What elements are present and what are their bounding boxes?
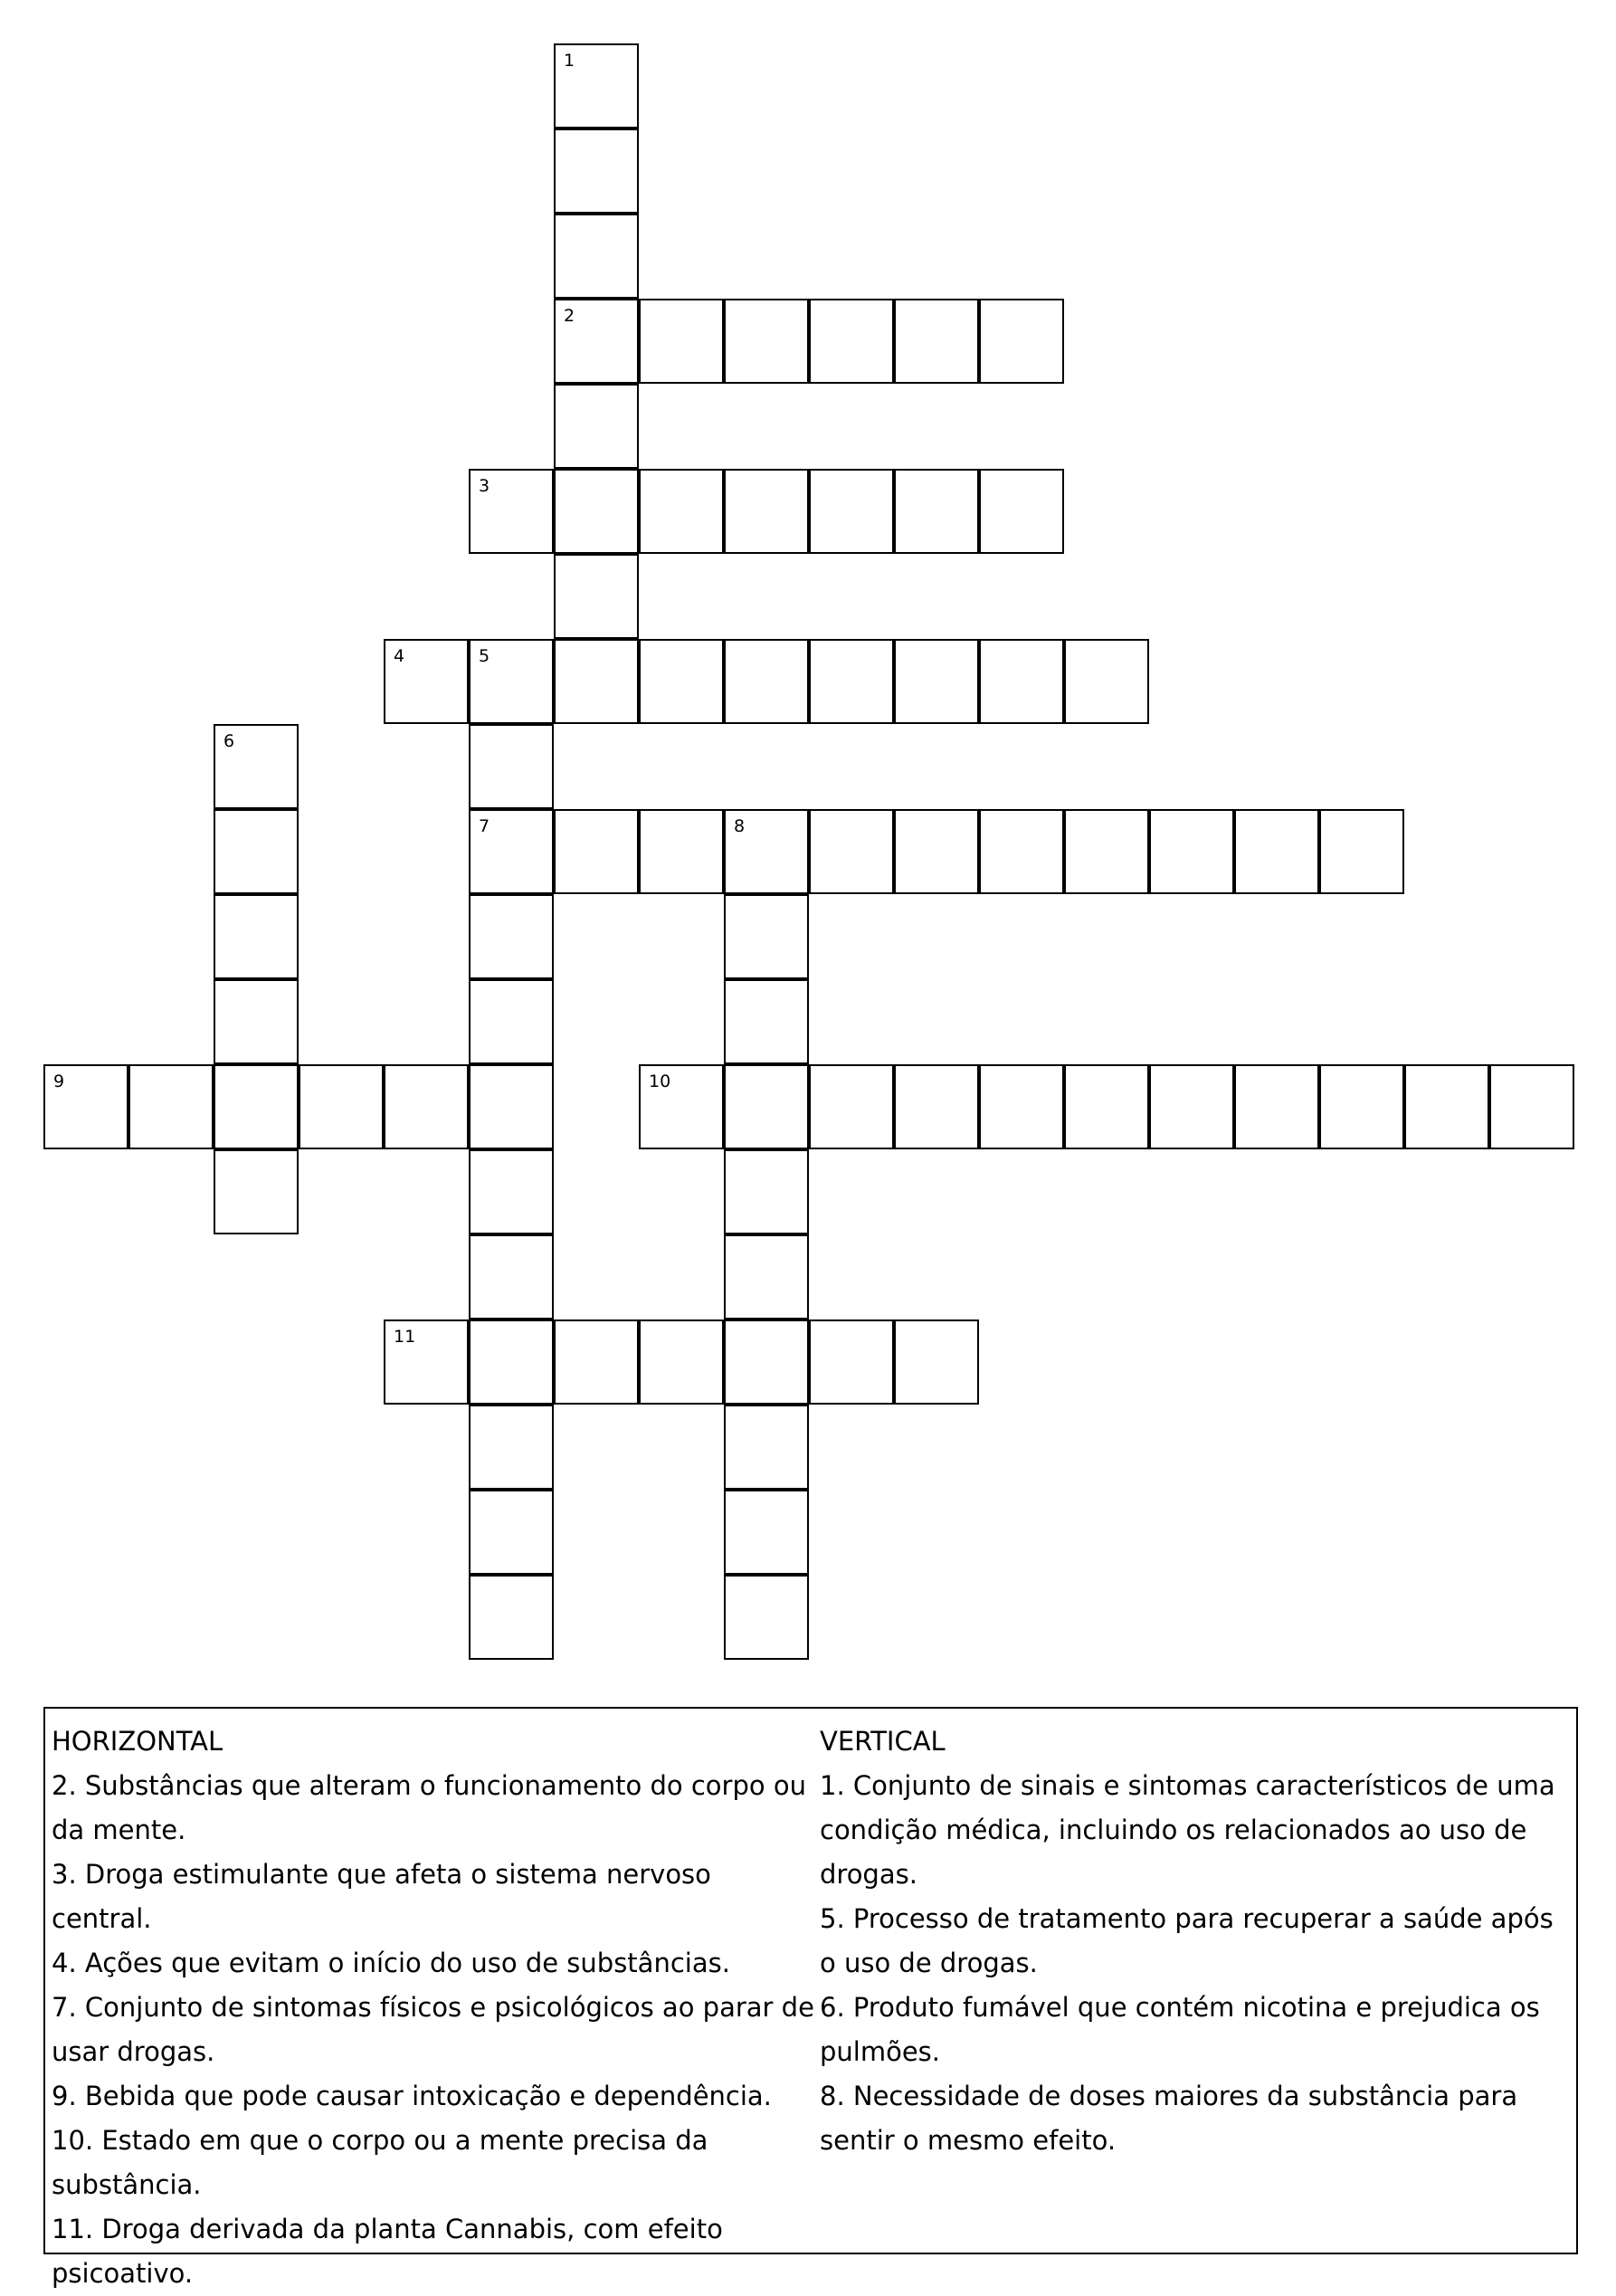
grid-cell[interactable]	[214, 724, 299, 809]
grid-cell[interactable]	[724, 299, 809, 384]
grid-cell[interactable]	[214, 809, 299, 894]
clue-number: 2	[564, 306, 575, 326]
grid-cell[interactable]	[554, 639, 639, 724]
clue-number: 5	[479, 646, 490, 666]
clue-down-8: 8. Necessidade de doses maiores da substância para sentir o mesmo efeito.	[820, 2081, 1518, 2156]
grid-cell[interactable]	[128, 1064, 214, 1149]
grid-cell[interactable]	[639, 299, 724, 384]
grid-cell[interactable]	[469, 1064, 554, 1149]
grid-cell[interactable]	[1149, 809, 1234, 894]
grid-cell[interactable]	[469, 1575, 554, 1660]
grid-cell[interactable]	[809, 639, 894, 724]
grid-cell[interactable]	[214, 1149, 299, 1234]
grid-cell[interactable]	[1234, 1064, 1319, 1149]
grid-cell[interactable]	[43, 1064, 128, 1149]
grid-cell[interactable]	[214, 1064, 299, 1149]
clue-number: 4	[394, 646, 405, 666]
grid-cell[interactable]	[894, 469, 979, 554]
clue-number: 10	[649, 1072, 671, 1091]
grid-cell[interactable]	[809, 299, 894, 384]
clue-number: 11	[394, 1327, 416, 1347]
grid-cell[interactable]	[1064, 809, 1149, 894]
grid-cell[interactable]	[469, 979, 554, 1064]
grid-cell[interactable]	[894, 299, 979, 384]
grid-cell[interactable]	[724, 1575, 809, 1660]
grid-cell[interactable]	[979, 469, 1064, 554]
grid-cell[interactable]	[724, 1490, 809, 1575]
grid-cell[interactable]	[1489, 1064, 1574, 1149]
clue-number: 3	[479, 476, 490, 496]
grid-cell[interactable]	[554, 384, 639, 469]
grid-cell[interactable]	[469, 809, 554, 894]
grid-cell[interactable]	[554, 299, 639, 384]
grid-cell[interactable]	[1064, 1064, 1149, 1149]
grid-cell[interactable]	[639, 639, 724, 724]
clue-down-6: 6. Produto fumável que contém nicotina e prejudica os pulmões.	[820, 1992, 1540, 2067]
grid-cell[interactable]	[1319, 1064, 1404, 1149]
grid-cell[interactable]	[639, 809, 724, 894]
grid-cell[interactable]	[639, 469, 724, 554]
grid-cell[interactable]	[1319, 809, 1404, 894]
clue-number: 7	[479, 816, 490, 836]
grid-cell[interactable]	[469, 1405, 554, 1490]
grid-cell[interactable]	[384, 1064, 469, 1149]
grid-cell[interactable]	[1234, 809, 1319, 894]
vertical-heading: VERTICAL	[820, 1726, 946, 1757]
clue-across-11: 11. Droga derivada da planta Cannabis, com efeito psicoativo.	[52, 2214, 723, 2289]
grid-cell[interactable]	[724, 1149, 809, 1234]
clue-across-3: 3. Droga estimulante que afeta o sistema nervoso central.	[52, 1859, 711, 1934]
grid-cell[interactable]	[639, 1319, 724, 1405]
grid-cell[interactable]	[469, 1490, 554, 1575]
grid-cell[interactable]	[299, 1064, 384, 1149]
grid-cell[interactable]	[809, 809, 894, 894]
grid-cell[interactable]	[979, 809, 1064, 894]
clue-number: 1	[564, 51, 575, 71]
grid-cell[interactable]	[214, 894, 299, 979]
grid-cell[interactable]	[469, 1319, 554, 1405]
clue-number: 6	[223, 731, 235, 751]
clue-down-5: 5. Processo de tratamento para recuperar a saúde após o uso de drogas.	[820, 1903, 1554, 1978]
grid-cell[interactable]	[894, 1319, 979, 1405]
grid-cell[interactable]	[1149, 1064, 1234, 1149]
grid-cell[interactable]	[724, 1405, 809, 1490]
clue-across-7: 7. Conjunto de sintomas físicos e psicológicos ao parar de usar drogas.	[52, 1992, 814, 2067]
clue-across-9: 9. Bebida que pode causar intoxicação e dependência.	[52, 2081, 772, 2111]
clue-down-1: 1. Conjunto de sinais e sintomas característicos de uma condição médica, incluindo os relacionados ao uso de drogas.	[820, 1770, 1555, 1890]
grid-cell[interactable]	[214, 979, 299, 1064]
grid-cell[interactable]	[554, 214, 639, 299]
vertical-clues	[820, 1720, 1575, 2163]
grid-cell[interactable]	[469, 639, 554, 724]
grid-cell[interactable]	[469, 724, 554, 809]
grid-cell[interactable]	[469, 894, 554, 979]
grid-cell[interactable]	[554, 469, 639, 554]
grid-cell[interactable]	[979, 299, 1064, 384]
grid-cell[interactable]	[469, 1149, 554, 1234]
clue-across-2: 2. Substâncias que alteram o funcionamento do corpo ou da mente.	[52, 1770, 806, 1845]
horizontal-heading: HORIZONTAL	[52, 1726, 223, 1757]
grid-cell[interactable]	[724, 1234, 809, 1319]
clue-number: 9	[53, 1072, 65, 1091]
clues-box	[43, 1707, 1578, 2289]
grid-cell[interactable]	[724, 469, 809, 554]
grid-cell[interactable]	[469, 469, 554, 554]
grid-cell[interactable]	[724, 1319, 809, 1405]
horizontal-clues	[52, 1720, 816, 2296]
grid-cell[interactable]	[1404, 1064, 1489, 1149]
clue-number: 8	[734, 816, 746, 836]
grid-cell[interactable]	[894, 1064, 979, 1149]
grid-cell[interactable]	[724, 639, 809, 724]
grid-cell[interactable]	[554, 129, 639, 214]
grid-cell[interactable]	[554, 43, 639, 129]
grid-cell[interactable]	[554, 1319, 639, 1405]
grid-cell[interactable]	[554, 554, 639, 639]
grid-cell[interactable]	[724, 809, 809, 894]
grid-cell[interactable]	[894, 639, 979, 724]
grid-cell[interactable]	[384, 1319, 469, 1405]
grid-cell[interactable]	[639, 1064, 724, 1149]
grid-cell[interactable]	[809, 1064, 894, 1149]
grid-cell[interactable]	[469, 1234, 554, 1319]
grid-cell[interactable]	[979, 1064, 1064, 1149]
grid-cell[interactable]	[724, 1064, 809, 1149]
grid-cell[interactable]	[979, 639, 1064, 724]
grid-cell[interactable]	[894, 809, 979, 894]
clue-across-4: 4. Ações que evitam o início do uso de substâncias.	[52, 1948, 730, 1978]
grid-cell[interactable]	[724, 979, 809, 1064]
grid-cell[interactable]	[809, 469, 894, 554]
clue-across-10: 10. Estado em que o corpo ou a mente precisa da substância.	[52, 2125, 708, 2200]
grid-cell[interactable]	[724, 894, 809, 979]
grid-cell[interactable]	[554, 809, 639, 894]
grid-cell[interactable]	[809, 1319, 894, 1405]
grid-cell[interactable]	[384, 639, 469, 724]
grid-cell[interactable]	[1064, 639, 1149, 724]
